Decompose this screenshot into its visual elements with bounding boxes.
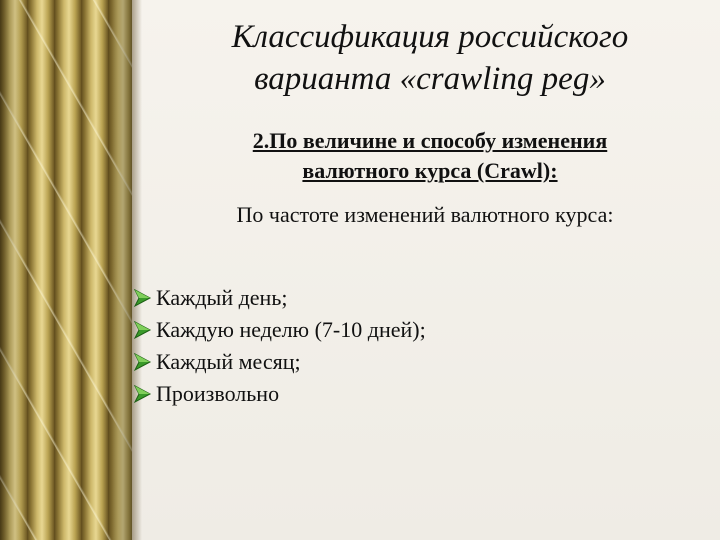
bullet-text: Произвольно <box>156 381 280 406</box>
subtitle-line-2: валютного курса (Crawl): <box>302 158 558 183</box>
title-line-2: варианта «crawling peg» <box>254 61 606 97</box>
bullet-text: Каждый день; <box>156 285 288 310</box>
slide-subtitle <box>160 126 700 186</box>
list-item <box>132 378 426 410</box>
title-line-1: Классификация российского <box>231 19 629 55</box>
decorative-gold-pillar <box>0 0 132 540</box>
slide-title <box>150 16 710 100</box>
subtitle-line-1: 2.По величине и способу изменения <box>252 128 608 153</box>
arrow-triangle-icon <box>132 320 152 340</box>
arrow-triangle-icon <box>132 288 152 308</box>
arrow-triangle-icon <box>132 384 152 404</box>
arrow-triangle-icon <box>132 352 152 372</box>
pillar-shadow <box>132 0 142 540</box>
list-item <box>132 314 426 346</box>
list-item <box>132 282 426 314</box>
bullet-text: Каждый месяц; <box>156 349 301 374</box>
body-text: По частоте изменений валютного курса: <box>236 202 614 227</box>
list-item <box>132 346 426 378</box>
bullet-text: Каждую неделю (7-10 дней); <box>156 317 426 342</box>
bullet-list <box>132 282 426 410</box>
